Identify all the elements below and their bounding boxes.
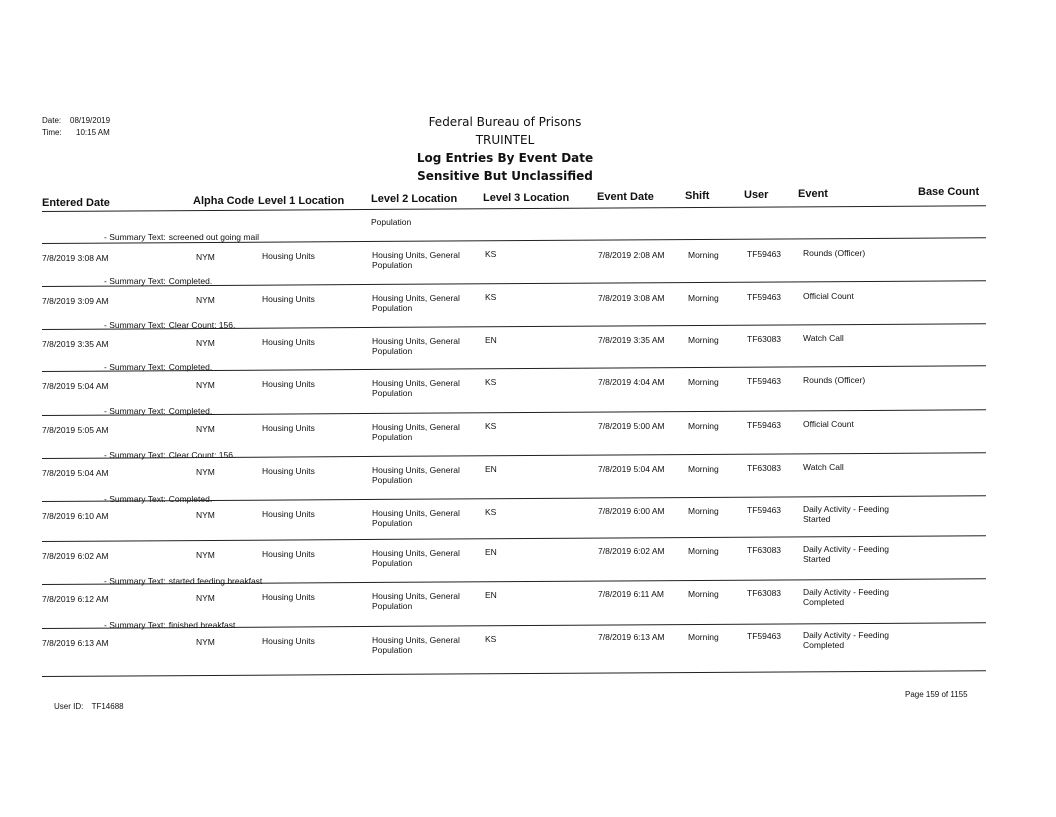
user-cell: TF59463 [747, 249, 782, 259]
entered-date-cell: 7/8/2019 6:12 AM [42, 594, 109, 604]
level2-location-cell: Housing Units, General Population [372, 293, 460, 313]
shift-cell: Morning [688, 506, 719, 516]
col-event-date: Event Date [597, 191, 654, 203]
entered-date-cell: 7/8/2019 5:04 AM [42, 468, 109, 478]
summary-prefix: - Summary Text: [104, 494, 166, 504]
event-date-cell: 7/8/2019 3:35 AM [598, 335, 665, 345]
alpha-code-cell: NYM [196, 637, 215, 647]
classification-title: Sensitive But Unclassified [417, 169, 593, 183]
level1-location-cell: Housing Units [262, 423, 315, 433]
shift-cell: Morning [688, 632, 719, 642]
summary-prefix: - Summary Text: [104, 362, 166, 372]
user-cell: TF63083 [747, 463, 782, 473]
user-cell: TF59463 [747, 505, 782, 515]
event-date-cell: 7/8/2019 4:04 AM [598, 377, 665, 387]
shift-cell: Morning [688, 464, 719, 474]
col-base-count: Base Count [918, 186, 980, 198]
entered-date-cell: 7/8/2019 5:04 AM [42, 381, 109, 391]
summary-value: Completed. [168, 362, 213, 372]
event-cell: Daily Activity - Feeding Started [803, 504, 889, 524]
report-title: Log Entries By Event Date [416, 151, 594, 165]
entered-date-cell: 7/8/2019 6:10 AM [42, 511, 109, 521]
level2-location-cell: Housing Units, General Population [372, 465, 460, 485]
shift-cell: Morning [688, 250, 719, 260]
level2-location-cell: Housing Units, General Population [372, 422, 460, 442]
summary-value: Clear Count: 156. [168, 320, 236, 330]
event-date-cell: 7/8/2019 3:08 AM [598, 293, 665, 303]
alpha-code-cell: NYM [196, 467, 215, 477]
level1-location-cell: Housing Units [262, 509, 315, 519]
summary-text [104, 576, 262, 586]
shift-cell: Morning [688, 421, 719, 431]
level2-location-cell: Housing Units, General Population [372, 548, 460, 568]
level3-location-cell: KS [485, 377, 497, 387]
event-date-cell: 7/8/2019 5:00 AM [598, 421, 665, 431]
event-cell: Watch Call [803, 462, 844, 472]
summary-text [104, 232, 259, 242]
footer-user-id [54, 702, 124, 711]
level1-location-cell: Housing Units [262, 466, 315, 476]
summary-value: finished breakfast [168, 620, 236, 630]
col-entered-date: Entered Date [42, 197, 110, 209]
level3-location-cell: KS [485, 292, 497, 302]
table-bottom-rule [42, 670, 986, 677]
level2-location-cell: Housing Units, General Population [372, 336, 460, 356]
summary-prefix: - Summary Text: [104, 620, 166, 630]
col-level2-location: Level 2 Location [371, 193, 458, 205]
summary-prefix: - Summary Text: [104, 320, 166, 330]
event-cell: Watch Call [803, 333, 844, 343]
event-cell: Daily Activity - Feeding Started [803, 544, 889, 564]
event-cell: Rounds (Officer) [803, 375, 866, 385]
summary-prefix: - Summary Text: [104, 276, 166, 286]
entered-date-cell: 7/8/2019 5:05 AM [42, 425, 109, 435]
alpha-code-cell: NYM [196, 295, 215, 305]
level2-location-cell: Housing Units, General Population [372, 591, 460, 611]
level2-location-cell: Housing Units, General Population [372, 508, 460, 528]
user-cell: TF59463 [747, 631, 782, 641]
shift-cell: Morning [688, 335, 719, 345]
user-cell: TF63083 [747, 334, 782, 344]
event-cell: Rounds (Officer) [803, 248, 866, 258]
carryover-text: Population [371, 217, 412, 227]
summary-prefix: - Summary Text: [104, 450, 166, 460]
level1-location-cell: Housing Units [262, 294, 315, 304]
level2-location-cell: Housing Units, General Population [372, 635, 460, 655]
entered-date-cell: 7/8/2019 3:35 AM [42, 339, 109, 349]
user-cell: TF59463 [747, 292, 782, 302]
level1-location-cell: Housing Units [262, 379, 315, 389]
system-title: TRUINTEL [475, 133, 535, 147]
level3-location-cell: EN [485, 590, 497, 600]
event-date-cell: 7/8/2019 6:11 AM [598, 589, 665, 599]
event-cell: Daily Activity - Feeding Completed [803, 587, 889, 607]
level3-location-cell: KS [485, 421, 497, 431]
report-titles [380, 113, 630, 185]
level2-location-cell: Housing Units, General Population [372, 378, 460, 398]
summary-value: Clear Count: 156. [168, 450, 236, 460]
date-label: Date: [42, 116, 62, 125]
event-cell: Daily Activity - Feeding Completed [803, 630, 889, 650]
col-level1-location: Level 1 Location [258, 195, 345, 207]
alpha-code-cell: NYM [196, 593, 215, 603]
event-date-cell: 7/8/2019 6:02 AM [598, 546, 665, 556]
col-shift: Shift [685, 190, 710, 202]
entered-date-cell: 7/8/2019 6:13 AM [42, 638, 109, 648]
level1-location-cell: Housing Units [262, 592, 315, 602]
event-cell: Official Count [803, 419, 854, 429]
alpha-code-cell: NYM [196, 252, 215, 262]
user-id-label: User ID: [54, 702, 84, 711]
entered-date-cell: 7/8/2019 3:08 AM [42, 253, 109, 263]
summary-value: Completed. [168, 406, 213, 416]
event-date-cell: 7/8/2019 6:13 AM [598, 632, 665, 642]
time-label: Time: [42, 128, 62, 137]
shift-cell: Morning [688, 589, 719, 599]
page-number: Page 159 of 1155 [905, 690, 968, 699]
summary-prefix: - Summary Text: [104, 406, 166, 416]
level3-location-cell: EN [485, 464, 497, 474]
event-cell: Official Count [803, 291, 854, 301]
alpha-code-cell: NYM [196, 380, 215, 390]
alpha-code-cell: NYM [196, 550, 215, 560]
user-cell: TF63083 [747, 545, 782, 555]
alpha-code-cell: NYM [196, 510, 215, 520]
agency-title: Federal Bureau of Prisons [428, 115, 582, 129]
level2-location-cell: Housing Units, General Population [372, 250, 460, 270]
level3-location-cell: EN [485, 547, 497, 557]
header-rule [42, 205, 986, 212]
summary-value: started feeding breakfast [168, 576, 263, 586]
event-date-cell: 7/8/2019 6:00 AM [598, 506, 665, 516]
report-time [42, 128, 110, 137]
col-event: Event [798, 188, 828, 200]
entered-date-cell: 7/8/2019 6:02 AM [42, 551, 109, 561]
event-date-cell: 7/8/2019 2:08 AM [598, 250, 665, 260]
col-alpha-code: Alpha Code [193, 195, 255, 207]
event-date-cell: 7/8/2019 5:04 AM [598, 464, 665, 474]
alpha-code-cell: NYM [196, 424, 215, 434]
summary-value: screened out going mail [168, 232, 259, 242]
level1-location-cell: Housing Units [262, 549, 315, 559]
shift-cell: Morning [688, 546, 719, 556]
summary-text [104, 494, 212, 504]
level1-location-cell: Housing Units [262, 337, 315, 347]
shift-cell: Morning [688, 293, 719, 303]
time-value: 10:15 AM [76, 128, 110, 137]
user-id-value: TF14688 [91, 702, 124, 711]
user-cell: TF59463 [747, 420, 782, 430]
alpha-code-cell: NYM [196, 338, 215, 348]
shift-cell: Morning [688, 377, 719, 387]
entered-date-cell: 7/8/2019 3:09 AM [42, 296, 109, 306]
user-cell: TF59463 [747, 376, 782, 386]
col-level3-location: Level 3 Location [483, 192, 570, 204]
level1-location-cell: Housing Units [262, 636, 315, 646]
report-date [42, 116, 110, 125]
level1-location-cell: Housing Units [262, 251, 315, 261]
row-rule [42, 535, 986, 542]
level3-location-cell: EN [485, 335, 497, 345]
level3-location-cell: KS [485, 507, 497, 517]
date-value: 08/19/2019 [70, 116, 111, 125]
level3-location-cell: KS [485, 634, 497, 644]
level3-location-cell: KS [485, 249, 497, 259]
summary-prefix: - Summary Text: [104, 232, 166, 242]
summary-value: Completed. [168, 494, 213, 504]
col-user: User [744, 189, 769, 201]
summary-prefix: - Summary Text: [104, 576, 166, 586]
user-cell: TF63083 [747, 588, 782, 598]
summary-value: Completed. [168, 276, 213, 286]
